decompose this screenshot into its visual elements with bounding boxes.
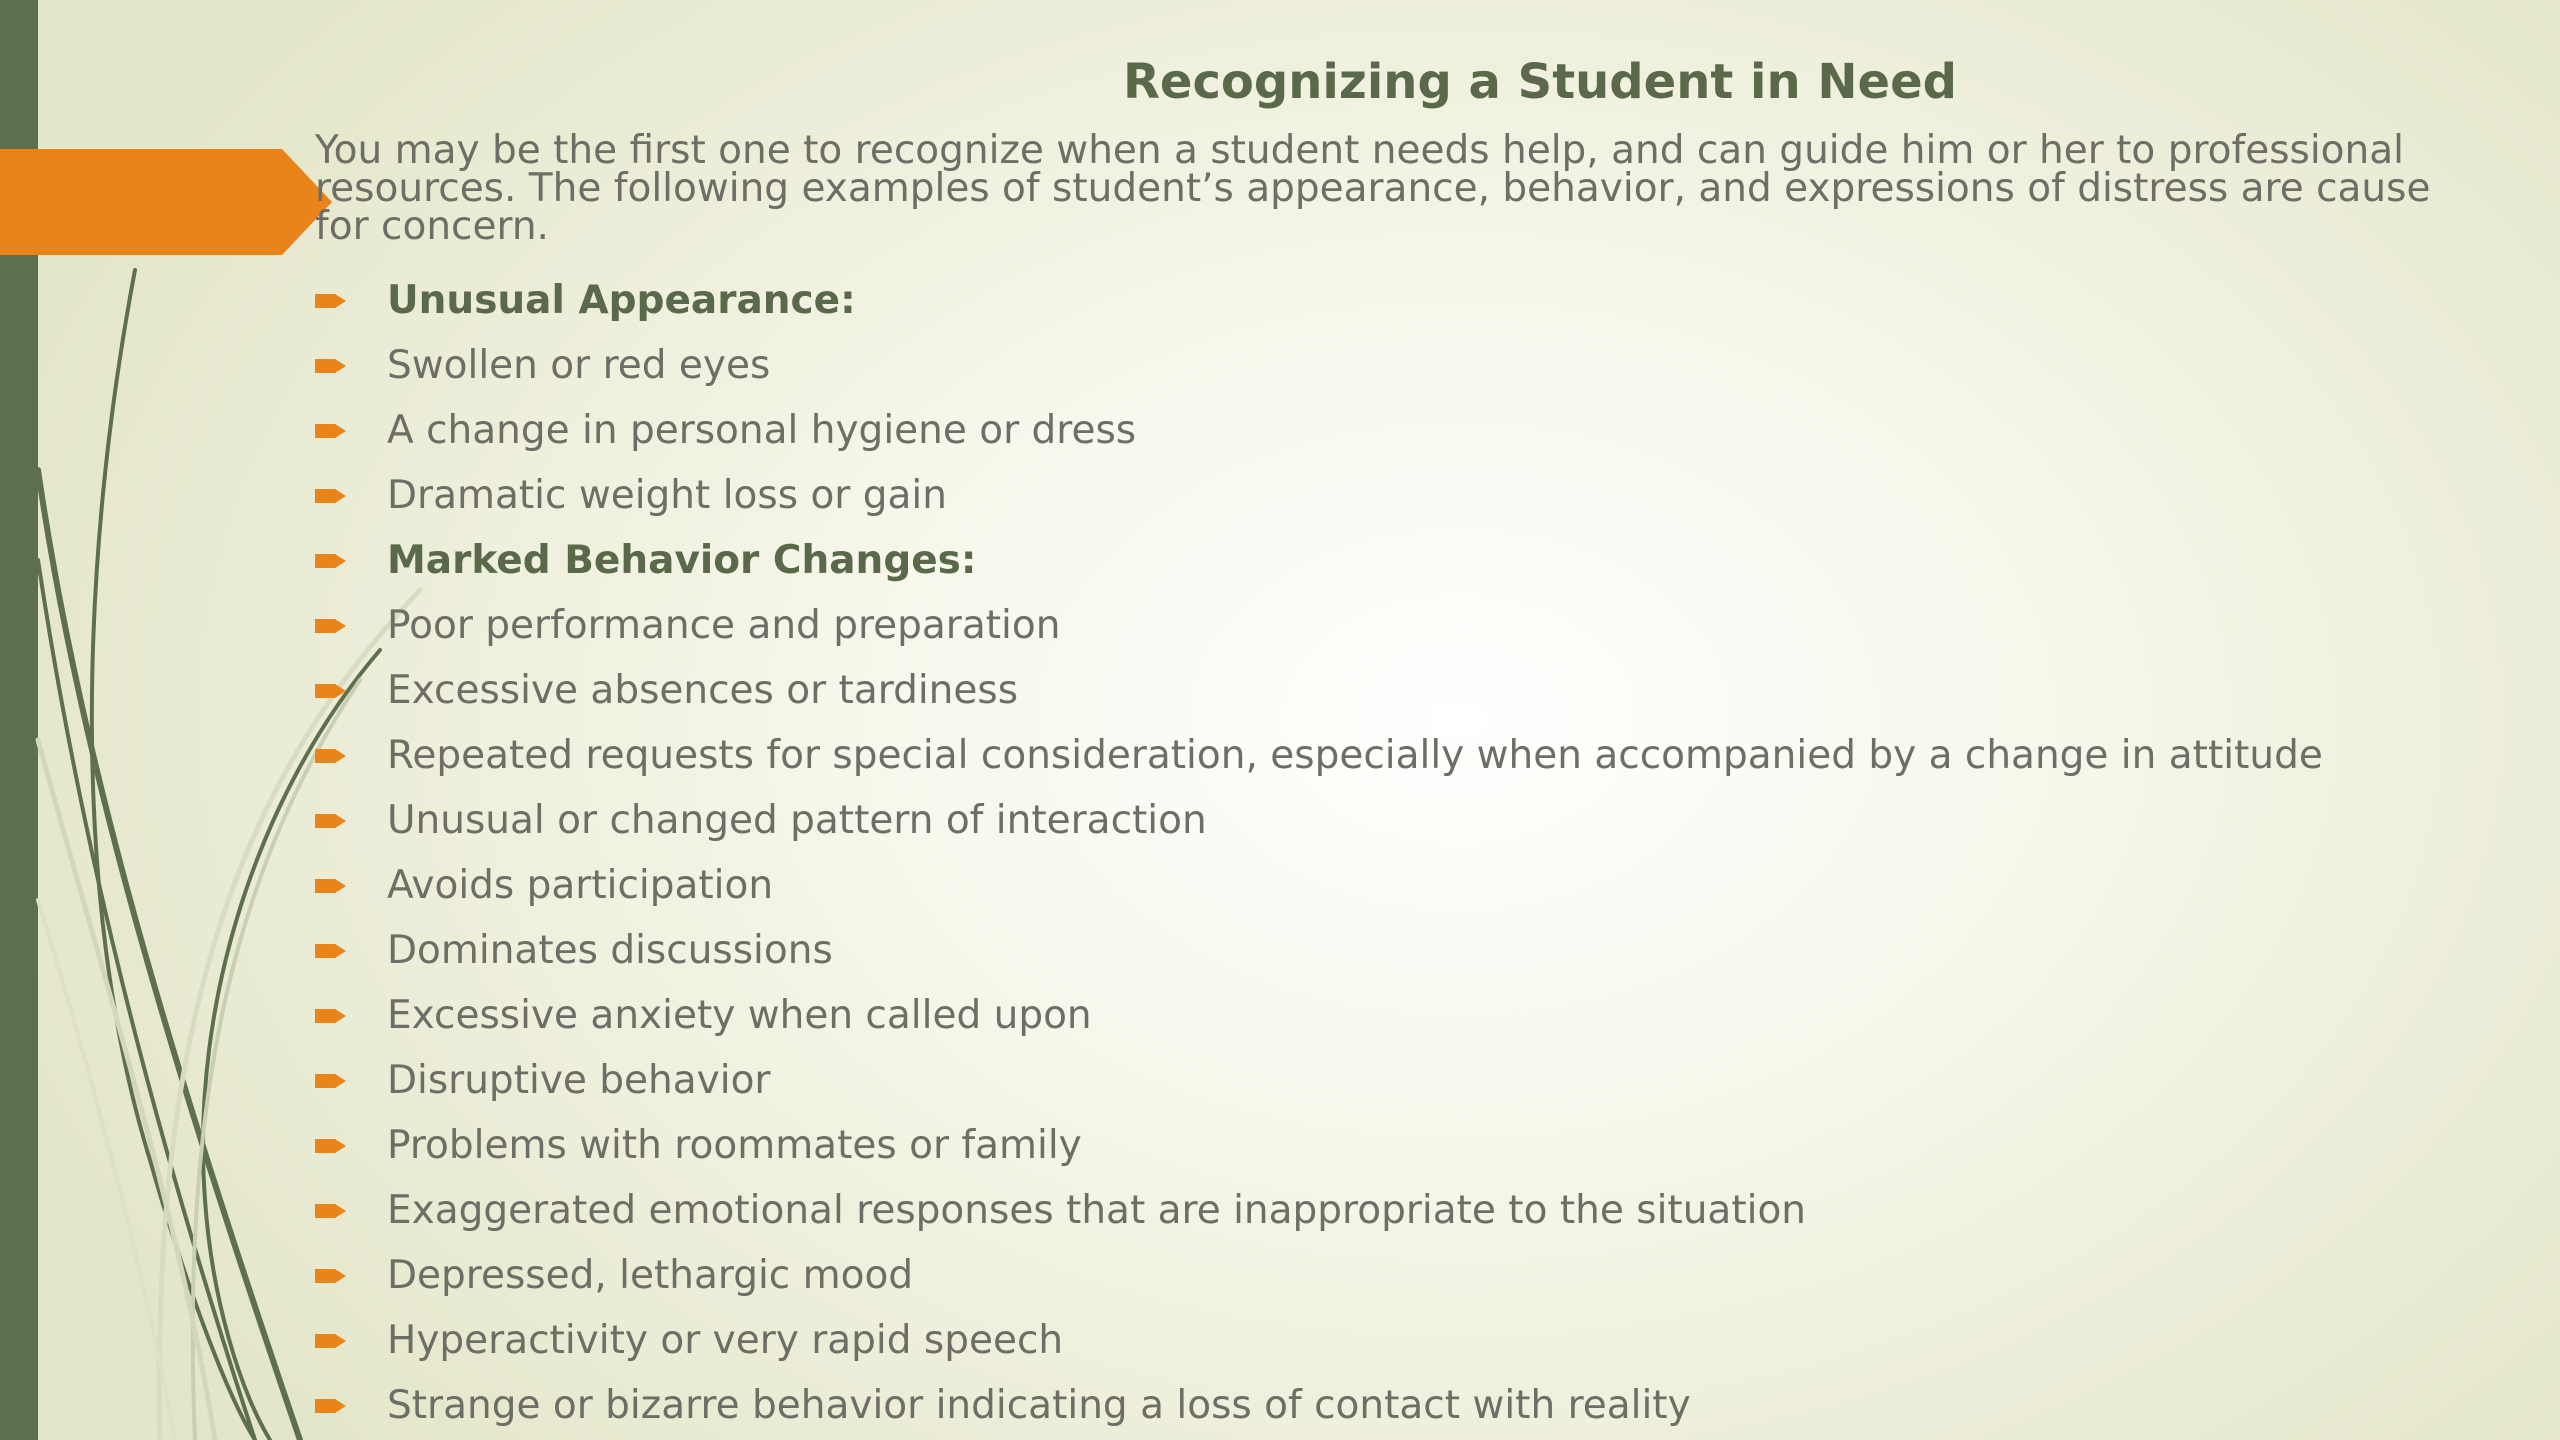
section-heading (315, 528, 2323, 593)
orange-arrow-bullet-icon (315, 291, 346, 311)
orange-arrow-bullet-icon (315, 1071, 346, 1091)
orange-arrow-bullet-icon (315, 876, 346, 896)
bullet-text: Disruptive behavior (387, 1058, 771, 1103)
bullet-text: Excessive anxiety when called upon (387, 993, 1092, 1038)
orange-arrow-bullet-icon (315, 1331, 346, 1351)
orange-arrow-bullet-icon (315, 1201, 346, 1221)
list-item (315, 723, 2323, 788)
section-heading (315, 268, 2323, 333)
list-item (315, 1048, 2323, 1113)
orange-arrow-bullet-icon (315, 421, 346, 441)
bullet-text: Hyperactivity or very rapid speech (387, 1318, 1064, 1363)
orange-arrow-bullet-icon (315, 941, 346, 961)
bullet-text: Repeated requests for special consideration, especially when accompanied by a change in attitude (387, 733, 2323, 778)
bullet-text: A change in personal hygiene or dress (387, 408, 1137, 453)
orange-arrow-bullet-icon (315, 1396, 346, 1416)
intro-paragraph: You may be the first one to recognize when a student needs help, and can guide him or her to professional resources. The following examples of student’s appearance, behavior, and expressions of distress are cause for concern. (315, 128, 2431, 249)
orange-arrow-bullet-icon (315, 551, 346, 571)
bullet-text: Excessive absences or tardiness (387, 668, 1019, 713)
orange-tag-shape (0, 149, 332, 255)
bullet-text: Marked Behavior Changes: (387, 538, 977, 583)
bullet-text: Dominates discussions (387, 928, 833, 973)
list-item (315, 1308, 2323, 1373)
orange-arrow-bullet-icon (315, 811, 346, 831)
list-item (315, 463, 2323, 528)
orange-arrow-bullet-icon (315, 486, 346, 506)
bullet-text: Dramatic weight loss or gain (387, 473, 947, 518)
bullet-text: Problems with roommates or family (387, 1123, 1082, 1168)
orange-arrow-bullet-icon (315, 1266, 346, 1286)
list-item (315, 593, 2323, 658)
list-item (315, 788, 2323, 853)
orange-arrow-bullet-icon (315, 1136, 346, 1156)
list-item (315, 1178, 2323, 1243)
list-item (315, 983, 2323, 1048)
bullet-text: Poor performance and preparation (387, 603, 1061, 648)
orange-arrow-bullet-icon (315, 1006, 346, 1026)
list-item (315, 398, 2323, 463)
bullet-text: Exaggerated emotional responses that are inappropriate to the situation (387, 1188, 1807, 1233)
bullet-text: Avoids participation (387, 863, 774, 908)
list-item (315, 1113, 2323, 1178)
list-item (315, 1243, 2323, 1308)
list-item (315, 853, 2323, 918)
orange-arrow-bullet-icon (315, 746, 346, 766)
orange-arrow-bullet-icon (315, 616, 346, 636)
list-item (315, 918, 2323, 983)
list-item (315, 333, 2323, 398)
bullet-text: Strange or bizarre behavior indicating a loss of contact with reality (387, 1383, 1691, 1428)
orange-arrow-bullet-icon (315, 681, 346, 701)
bullet-list (315, 268, 2323, 1438)
bullet-text: Depressed, lethargic mood (387, 1253, 914, 1298)
orange-arrow-bullet-icon (315, 356, 346, 376)
bullet-text: Swollen or red eyes (387, 343, 771, 388)
bullet-text: Unusual or changed pattern of interaction (387, 798, 1207, 843)
slide-title: Recognizing a Student in Need (1122, 54, 1958, 110)
bullet-text: Unusual Appearance: (387, 278, 856, 323)
list-item (315, 1373, 2323, 1438)
list-item (315, 658, 2323, 723)
